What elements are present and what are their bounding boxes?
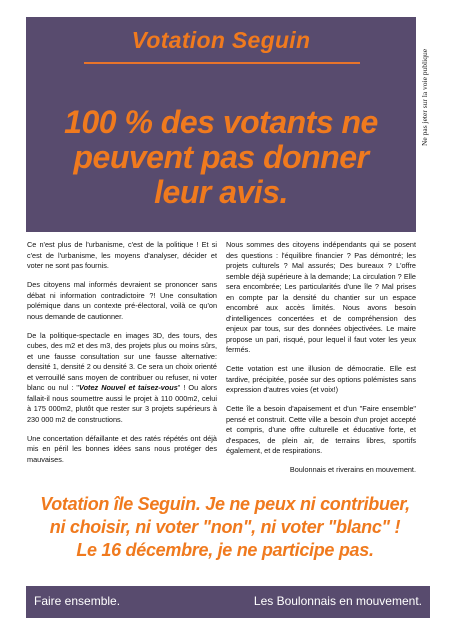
footer-bar: [26, 586, 430, 618]
right-paragraph-2: Cette votation est une illusion de démocratie. Elle est tardive, précipitée, posée sur des options polémistes sans expression d'autres voies (et voix!): [226, 364, 416, 394]
slogan: [0, 493, 450, 562]
left-paragraph-3-start: De la politique-spectacle en images 3D, des tours, des cubes, des m2 et des m3, des projets plus ou moins sûrs, et une fausse consultation sur une fausse alternative: densité 1, densité 2 ou densité 3. Ce sera un choix orienté et verrouillé sans moyen de contribuer ou refuser, ni voter blanc ou nul : ": [27, 330, 217, 392]
footer-right-text: Les Boulonnais en mouvement.: [253, 594, 422, 608]
left-paragraph-4: Une concertation défaillante et des ratés répétés ont déjà mis en péril les bonnes idées sans nous protéger des mauvaises.: [27, 433, 217, 464]
right-column: [226, 240, 416, 484]
footer-left-text: Faire ensemble.: [34, 594, 121, 608]
headline-line-2: peuvent pas donner: [73, 139, 369, 175]
banner-title: Votation Seguin: [131, 27, 311, 53]
right-paragraph-1: Nous sommes des citoyens indépendants qui se posent des questions : l'équilibre financier ? Pas démontré; les projets culturels ? Mal assurés; Des bureaux ? L'offre semble déjà supérieure à la demande; La circulation ? Elle sera encombrée; Les particularités d'une île ? Mal prises en compte par la densité du chantier sur un espace encombré aux accès limités. Nous avons besoin d'intelligences concertées et de compréhension des enjeux par tous, sur des données objectivées. Le maire propose un pari, risqué, pour lequel il faut voter les yeux fermés.: [226, 240, 416, 354]
left-paragraph-2: Des citoyens mal informés devraient se prononcer sans débat ni information contradictoire ?! Une consultation polémique dans un contexte pré-électoral, voilà ce qu'on nous demande de cautionner.: [27, 280, 217, 321]
signature: Boulonnais et riverains en mouvement.: [289, 465, 416, 474]
left-paragraph-3-end: " ! Ou alors fallait-il nous soumettre aussi le projet à 110 000m2, celui à 175 000m2, plutôt que rester sur 3 projets supérieurs à 230 000 m2 de constructions.: [27, 383, 217, 424]
left-column: [27, 240, 217, 474]
title-underline: [84, 62, 360, 64]
disposal-notice: Ne pas jeter sur la voie publique: [420, 48, 429, 146]
left-paragraph-3: [27, 331, 217, 426]
left-paragraph-1: Ce n'est plus de l'urbanisme, c'est de la politique ! Et si c'est de l'urbanisme, les moyens d'analyser, décider et voter ne sont pas fournis.: [27, 240, 217, 270]
slogan-line-1: Votation île Seguin. Je ne peux ni contribuer,: [40, 494, 410, 514]
headline: [32, 105, 410, 210]
quote-text: Votez Nouvel et taisez-vous: [78, 383, 178, 392]
header-banner: [26, 17, 416, 232]
headline-line-1: 100 % des votants ne: [64, 104, 378, 140]
right-paragraph-3: Cette île a besoin d'apaisement et d'un "Faire ensemble" pensé et construit. Cette ville a besoin d'un projet accepté et compris, d'une offre culturelle et éducative forte, et d'espaces, de plein air, de terrains libres, sportifs également, et de respirations.: [226, 404, 416, 455]
slogan-line-2: ni choisir, ni voter "non", ni voter "blanc" !: [49, 517, 401, 537]
headline-line-3: leur avis.: [154, 174, 288, 210]
slogan-line-3: Le 16 décembre, je ne participe pas.: [76, 540, 374, 560]
